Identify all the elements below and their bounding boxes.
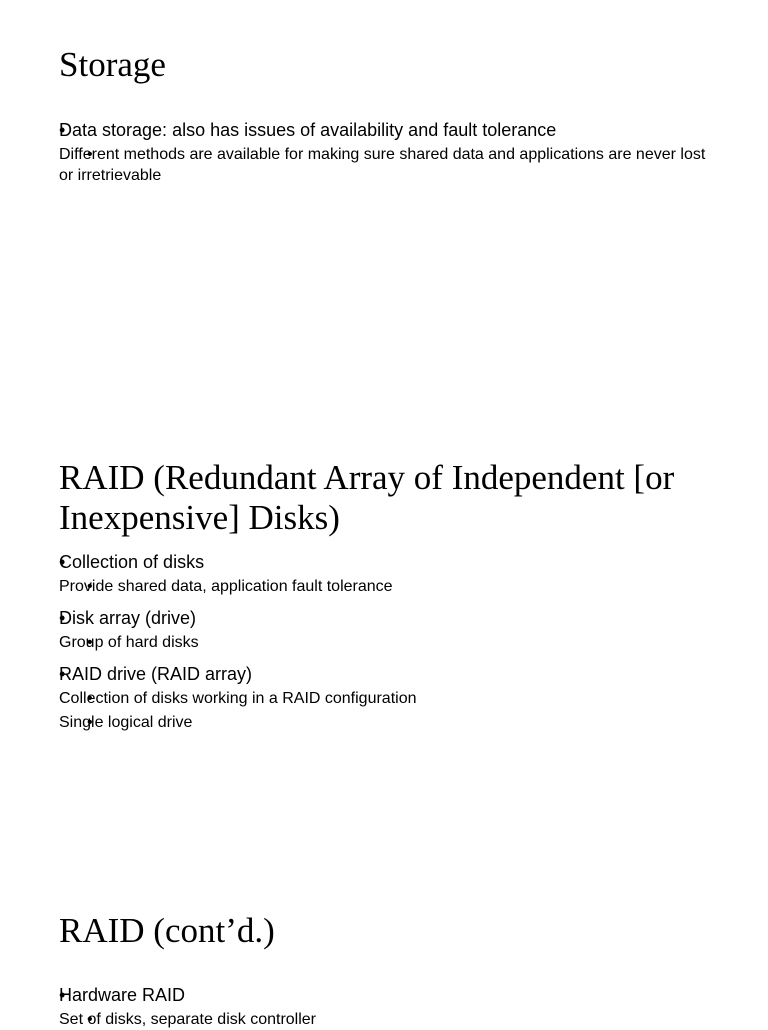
sub-bullet-item: • Set of disks, separate disk controller (59, 1009, 719, 1030)
bullet-item: • Hardware RAID (59, 984, 719, 1006)
bullet-item: • RAID drive (RAID array) (59, 663, 719, 685)
sub-bullet-item: • Different methods are available for making sure shared data and applications are never lost or irretrievable (59, 144, 719, 186)
bullet-list (59, 551, 719, 733)
slide-title: RAID (Redundant Array of Independent [or Inexpensive] Disks) (59, 458, 675, 537)
bullet-item: • Collection of disks (59, 551, 719, 573)
bullet-list (59, 119, 719, 186)
bullet-list (59, 984, 719, 1030)
bullet-item: • Data storage: also has issues of availability and fault tolerance (59, 119, 719, 141)
sub-bullet-item: • Collection of disks working in a RAID configuration (59, 688, 719, 709)
sub-bullet-item: • Provide shared data, application fault tolerance (59, 576, 719, 597)
slide-title: RAID (cont’d.) (59, 911, 275, 950)
sub-bullet-item: • Group of hard disks (59, 632, 719, 653)
sub-bullet-item: • Single logical drive (59, 712, 719, 733)
bullet-item: • Disk array (drive) (59, 607, 719, 629)
slide-title: Storage (59, 45, 166, 84)
